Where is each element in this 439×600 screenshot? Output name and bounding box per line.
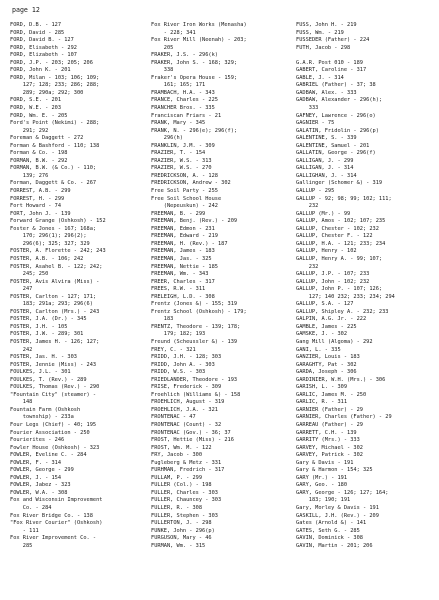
index-entry: FORD, D.B. - 127 (10, 22, 62, 28)
index-entry: FORMAN, B.W. (& Co.) - 110; (10, 165, 97, 172)
index-entry: FULLER (Col.) - 198 (151, 482, 212, 489)
index-entry: FORD, John K. - 201 (10, 67, 71, 74)
index-entry: GARDA, Joseph - 306 (296, 369, 357, 376)
index-entry: FRAZIER, W.S. - 270 (151, 165, 212, 172)
index-entry: FOSTER, A.B. - 106; 242 (10, 255, 84, 262)
index-entry: FOSTER, Jennie (Miss) - 243 (10, 361, 97, 368)
index-entry (296, 52, 435, 60)
index-entry: Gary & Davis - 191 (296, 459, 354, 466)
index-entry: township) - 233a (10, 414, 74, 421)
index-entry: FUNKE, John - 296(p) (151, 527, 215, 534)
index-entry: 245; 250 (10, 271, 49, 278)
index-entry: FULLERTON, J. - 298 (151, 520, 212, 527)
index-entry: FORD, David B. - 127 (10, 37, 74, 44)
index-entry: GADBAW, Alex. - 333 (296, 89, 357, 96)
index-entry: Foreman & Daggett - 272 (10, 135, 84, 142)
index-entry: GARAGHTY, Pat - 302 (296, 361, 357, 368)
index-entry: FRELEIGH, L.D. - 308 (151, 293, 215, 300)
index-entry: 242 (10, 346, 33, 353)
index-entry: GANZIER, Louis - 183 (296, 354, 360, 361)
index-entry: FOWLER, F. - 314 (10, 459, 62, 466)
index-entry: GALLUP, H.A. - 121; 233; 234 (296, 240, 386, 247)
index-entry: 183; 291a; 293; 296(6) (10, 301, 93, 308)
index-entry: FREEMAN, Edmon - 231 (151, 225, 215, 232)
index-entry: Fowler House (Oshkosh) - 323 (10, 444, 100, 451)
index-entry: GARY, Geo. - 180 (296, 482, 348, 489)
index-entry: Fraker's Opera House - 159; (151, 74, 238, 81)
index-entry: GALLUP (Mr.) - 99 (296, 210, 351, 217)
index-entry: "Fox River Courier" (Oshkosh) (10, 520, 103, 527)
index-entry: Frentz School (Oshkosh) - 179; (151, 308, 247, 315)
index-entry: 285 (10, 542, 33, 549)
index-entry: FRONTENAC (Gov.) - 36; 37 (151, 429, 231, 436)
index-entry: FORT, John J. - 139 (10, 210, 71, 217)
index-entry: FORD, W.E. - 203 (10, 105, 62, 112)
index-entry: 127; 128; 233; 286; 288; (10, 82, 100, 89)
index-entry: FRANCE, Charles - 225 (151, 97, 218, 104)
index-entry: Fourierites - 246 (10, 437, 65, 444)
index-entry: FRAZIER, W.S. - 313 (151, 157, 212, 164)
index-entry: FORMAN, B.W. - 292 (10, 157, 68, 164)
index-entry: FREEMAN, B. - 299 (151, 210, 206, 217)
index-entry: Four Legs (Chief) - 40; 195 (10, 421, 97, 428)
index-entry: FULLER, Charles - 303 (151, 489, 218, 496)
index-column-3 (296, 22, 435, 550)
index-entry: GAGNIER - 75 (296, 120, 335, 127)
index-entry: GALLIGAN, J. - 314 (296, 165, 354, 172)
index-entry: GALLIGHAN, J. - 314 (296, 172, 357, 179)
index-entry: FREES, R.W. - 311 (151, 286, 206, 293)
index-entry: GALLIGAN, J. - 299 (296, 157, 354, 164)
index-entry: Gang Mill (Algoma) - 292 (296, 338, 373, 345)
index-entry: FREDRICKSON, A. - 128 (151, 172, 218, 179)
index-entry: Frentz (Jones &) - 155; 319 (151, 301, 238, 308)
index-entry: 179; 182; 193 (151, 331, 206, 338)
index-entry: FOSTER, J.H. - 105 (10, 323, 68, 330)
index-entry: - 111 (10, 527, 39, 534)
index-entry: Fountain Farm (Oshkosh (10, 406, 81, 413)
index-entry: FOSTER, James H. - 126; 127; (10, 338, 100, 345)
index-entry: GALLUP, Shipley A. - 232; 233 (296, 308, 389, 315)
index-entry: GARVEY, Michael - 302 (296, 444, 363, 451)
index-entry: GARVEY, Patrick - 302 (296, 452, 363, 459)
index-entry: FOWLER, George - 299 (10, 467, 74, 474)
index-entry: GALLUP, John - 102; 232 (296, 278, 370, 285)
index-entry: FRANKLIN, J.M. - 309 (151, 142, 215, 149)
index-entry: FREER, Charles - 317 (151, 278, 215, 285)
index-entry: Forman, Daggett & Co. - 267 (10, 180, 97, 187)
index-entry: "Fountain City" (steamer) - (10, 391, 97, 398)
index-entry: Fox and Wisconsin Improvement (10, 497, 103, 504)
index-entry: GALLUP - 92; 98; 99; 102; 111; (296, 195, 392, 202)
index-entry: FRIDD, John A. - 303 (151, 361, 215, 368)
index-entry: Franciscan Friars - 21 (151, 112, 222, 119)
index-entry: FREEMAN, H. (Rev.) - 187 (151, 240, 228, 247)
index-entry: Ford's Point (Nekimi) - 288; (10, 120, 100, 127)
index-entry: Freund (Scheussler &) - 139 (151, 338, 238, 345)
index-entry: GALLUP, Chester F. - 122 (296, 233, 373, 240)
index-entry: GAMSKE, J. - 302 (296, 331, 348, 338)
index-entry: GARLIC, R. - 311 (296, 399, 348, 406)
index-entry: FOULKES, Thomas (Rev.) - 290 (10, 384, 100, 391)
index-entry: Fox River Mill (Neenah) - 203; (151, 37, 247, 44)
index-entry: FORD, David - 285 (10, 29, 65, 36)
index-entry: GAMBLE, James - 225 (296, 323, 357, 330)
index-entry: GAFNEY, Lawrence - 296(o) (296, 112, 376, 119)
index-entry: GARRITY (Mrs.) - 333 (296, 437, 360, 444)
index-column-2 (151, 22, 291, 550)
index-entry: Gates (Arnold &) - 141 (296, 520, 367, 527)
index-entry: FORREST, A.B. - 299 (10, 188, 71, 195)
index-entry: FOWLER, Eveline C. - 284 (10, 452, 87, 459)
index-entry: FOWLER, Jabez - 323 (10, 482, 71, 489)
index-entry: GARDINIER, W.H. (Mrs.) - 306 (296, 376, 386, 383)
index-entry: GADBAW, Alexander - 296(h); (296, 97, 383, 104)
index-entry: Gallinger (Schomer &) - 319 (296, 180, 383, 187)
index-entry: FREY, C. - 321 (151, 346, 196, 353)
index-entry: FREEMAN, Wm. - 343 (151, 271, 209, 278)
index-entry: 296(6); 325; 327; 329 (10, 240, 90, 247)
index-entry: 333 (296, 105, 319, 112)
index-entry: FOSTER, J.W. - 289; 301 (10, 331, 84, 338)
index-entry: Fort Howard - 74 (10, 203, 62, 210)
index-entry: Forman & Co. - 198 (10, 150, 68, 157)
index-entry: Forward Grange (Oshkosh) - 152 (10, 218, 106, 225)
index-entry: FRIEDLANDER, Theodore - 193 (151, 376, 238, 383)
index-entry: FURMAN, Wm. - 315 (151, 542, 206, 549)
index-entry: FULLER, Chauncey - 303 (151, 497, 222, 504)
index-entry: GALLUP, Henry A. - 99; 107; (296, 255, 383, 262)
index-entry: FORD, Wm. E. - 205 (10, 112, 68, 119)
index-entry: FROST, Wm. M. - 122 (151, 444, 212, 451)
index-entry: GARNIER (Father) - 29 (296, 406, 363, 413)
index-entry: Forman & Bashford - 110; 138 (10, 142, 100, 149)
index-entry: FULLER, Stephen - 303 (151, 512, 218, 519)
index-entry: FRIDD, W.S. - 303 (151, 369, 206, 376)
index-entry: (Nepeuskun) - 242 (151, 203, 218, 210)
index-entry: GATES, Seth G. - 285 (296, 527, 360, 534)
index-entry: FREDRICKSON, Andrew - 302 (151, 180, 231, 187)
index-entry: Free Soil Party - 255 (151, 188, 218, 195)
index-entry: FREEMAN, James - 183 (151, 248, 215, 255)
index-entry: GALENTINE, Samuel - 201 (296, 142, 370, 149)
index-entry: GALLUP, J.P. - 107; 233 (296, 271, 370, 278)
index-entry: 127; 140 232; 233; 234; 294 (296, 293, 395, 300)
index-entry: Foster & Jones - 167; 168a; (10, 225, 97, 232)
index-entry: FOSTER, J.A. (Dr.) - 345 (10, 316, 87, 323)
index-entry: 232 (296, 263, 319, 270)
index-entry: Fugleberg & Metz - 331 (151, 459, 222, 466)
index-entry: GARNIER, Charles (Father) - 29 (296, 414, 392, 421)
index-entry: GALLUP, John P. - 107; 126; (296, 286, 383, 293)
index-entry: Fox River Iron Works (Menasha) (151, 22, 247, 28)
index-entry: Free Soil School House (151, 195, 222, 202)
index-entry: Gary, Morley & Davis - 191 (296, 505, 379, 511)
index-entry: FRAKER, John S. - 168; 329; (151, 59, 238, 66)
index-entry: FURGUSON, Mary - 46 (151, 535, 212, 542)
index-entry: FREEMAN, Nettie - 185 (151, 263, 218, 270)
index-entry: GARRETT, C.H. - 139 (296, 429, 357, 436)
index-entry: FOSTER, Carlton - 127; 171; (10, 293, 97, 300)
index-entry: FROEHLICH, August - 319 (151, 399, 225, 406)
index-entry: FOWLER, W.A. - 308 (10, 489, 68, 496)
index-entry: FRONTENAC (Count) - 32 (151, 421, 222, 428)
index-entry: FORD, S.E. - 201 (10, 97, 62, 104)
index-entry: GARREAU (Father) - 29 (296, 421, 363, 428)
index-entry: 205 (151, 44, 174, 51)
index-entry: FRISE, Frederick - 309 (151, 384, 222, 391)
index-entry: GARY, George - 126; 127; 164; (296, 489, 389, 496)
index-entry: FORD, Elisabeth - 292 (10, 44, 77, 51)
index-entry: Fox River Improvement Co. - (10, 535, 97, 542)
index-entry: GALLUP, S.A. - 127 (296, 301, 354, 308)
index-entry: G.A.R. Post 010 - 189 (296, 59, 363, 66)
index-entry: 296(h) (151, 135, 183, 142)
index-entry: Fox River Bridge Co. - 138 (10, 512, 93, 519)
index-entry: FRONTENAC - 47 (151, 414, 196, 421)
index-entry: FRANCHER Bros. - 335 (151, 105, 215, 112)
index-entry: FORREST, H. - 299 (10, 195, 65, 202)
index-entry: 183 (151, 316, 174, 323)
index-entry: 247 (10, 286, 33, 293)
index-entry: GABRIEL (Father) - 37; 38 (296, 82, 376, 89)
index-entry: FOSTER, A. Florette - 242; 243 (10, 248, 106, 255)
index-entry: 161; 165; 171 (151, 82, 206, 89)
index-entry: FOULKES, J.L. - 301 (10, 369, 71, 376)
index-entry: GALLUP, Chester - 102; 232 (296, 225, 379, 232)
index-entry: FRANK, Mary - 345 (151, 120, 206, 127)
index-entry: GASKILL, J.H. (Rev.) - 209 (296, 512, 379, 519)
index-entry: FUSS, Wm. - 219 (296, 29, 344, 36)
index-entry: FOSTER, Jas. H. - 303 (10, 354, 77, 361)
index-entry: FROEHLICH, J.A. - 321 (151, 406, 218, 413)
index-entry: 232 (296, 203, 319, 210)
index-entry: GAVIN, Dominick - 308 (296, 535, 363, 542)
index-entry: FORD, Elizabeth - 107 (10, 52, 77, 59)
index-entry: FOSTER, Carlton (Mrs.) - 243 (10, 308, 100, 315)
index-entry: FUTH, Jacob - 298 (296, 44, 351, 51)
index-entry: GARY (Mr.) - 191 (296, 474, 348, 481)
index-entry: GANI, L. - 335 (296, 346, 341, 353)
index-entry: Gary & Harmon - 154; 325 (296, 467, 373, 474)
index-entry: GALATIN, Fridolin - 296(p) (296, 127, 379, 134)
index-entry: GABLE, J. - 314 (296, 74, 344, 81)
index-entry: FORD, Milan - 103; 106; 109; (10, 74, 100, 81)
index-entry: 183; 190; 191 (296, 497, 351, 504)
index-column-1 (10, 22, 150, 550)
index-entry: GALPIN, A.G. Jr. - 222 (296, 316, 367, 323)
index-entry: FREEMAN, Edward - 219 (151, 233, 218, 240)
index-entry: FRANK, N. - 296(e); 296(f); (151, 127, 238, 134)
index-entry: FRAKER, J.S. - 296(k) (151, 52, 218, 59)
index-entry: FREEMAN, Jas. - 325 (151, 255, 212, 262)
index-entry: FOSTER, Avis Alvira (Miss) - (10, 278, 100, 285)
index-entry: FULLAM, P. - 299 (151, 474, 203, 481)
index-entry: 148 (10, 399, 33, 406)
index-entry: GALENTINE, S. - 339 (296, 135, 357, 142)
index-entry: GABERT, Caroline - 317 (296, 67, 367, 74)
index-entry: GALLUP, Amos - 102; 107; 235 (296, 218, 386, 225)
index-entry: FRAZIER, T. - 154 (151, 150, 206, 157)
index-entry: Fourier Association - 250 (10, 429, 90, 436)
index-entry: FORD, J.P. - 203; 205; 206 (10, 59, 93, 66)
index-entry: GALLUP, Henry - 102 (296, 248, 357, 255)
index-entry: 289; 290a; 292; 300 (10, 89, 84, 96)
index-entry: FULLER, R. - 308 (151, 505, 203, 511)
index-entry: GARISH, L. - 309 (296, 384, 348, 391)
index-entry: GAVIN, Martin - 201; 206 (296, 542, 373, 549)
index-entry: Froehlich (Williams &) - 158 (151, 391, 241, 398)
index-entry: FRENTZ, Theodore - 139; 178; (151, 323, 241, 330)
index-entry: FURHMAN, Fredrich - 317 (151, 467, 225, 474)
index-entry: FUSS, John H. - 219 (296, 22, 357, 28)
index-entry: FRY, Jacob - 300 (151, 452, 203, 459)
index-entry: 139; 276 (10, 172, 49, 179)
index-entry: FROST, Hettie (Miss) - 216 (151, 437, 234, 444)
index-entry: FRIDD, J.H. - 128; 303 (151, 354, 222, 361)
index-entry: GALLATIN, George - 296(f) (296, 150, 376, 157)
index-entry: FREEMAN, Benj. (Rev.) - 209 (151, 218, 238, 225)
index-entry: 170; 296(1); 296(2); (10, 233, 87, 240)
index-entry: Co. - 284 (10, 505, 52, 511)
index-entry: FOULKES, T. (Rev.) - 289 (10, 376, 87, 383)
index-entry: FOWLER, J. - 154 (10, 474, 62, 481)
page-number: page 12 (12, 6, 40, 14)
index-entry: - 228; 341 (151, 29, 196, 36)
index-entry: 338 (151, 67, 174, 74)
index-entry: FUSSEDER (Father) - 224 (296, 37, 370, 44)
index-entry: GARLIC, James M. - 250 (296, 391, 367, 398)
index-entry: FOSTER, Asahel B. - 122; 242; (10, 263, 103, 270)
index-entry: GALLUP - 295 (296, 188, 335, 195)
index-entry: 291; 292 (10, 127, 49, 134)
index-entry: FRAMBACH, H.A. - 343 (151, 89, 215, 96)
